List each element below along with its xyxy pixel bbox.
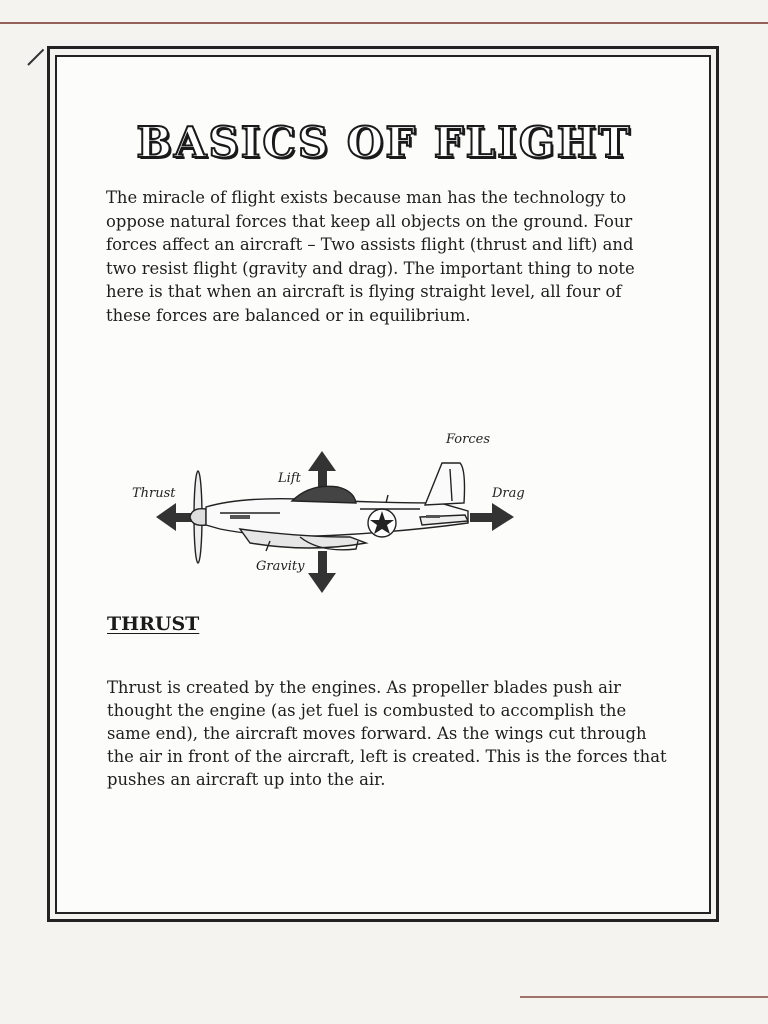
intro-paragraph: The miracle of flight exists because man has the technology to oppose natural forces that keep all objects on the ground. Four forces affect an aircraft – Two assists flight (thrust and lift) and two resist flight (gravity and drag). The important thing to note here is that when an aircraft is flying straight level, all four of these forces are balanced or in equilibrium.	[106, 188, 635, 325]
diagram-caption: Forces	[446, 432, 490, 447]
paper-edge-line-bottom	[520, 996, 768, 998]
thrust-paragraph: Thrust is created by the engines. As propeller blades push air thought the engine (as jet fuel is combusted to accomplish the same end), the aircraft moves forward. As the wings cut through the air in front of the aircraft, left is created. This is the forces that pushes an aircraft up into the air.	[107, 678, 667, 789]
margin-pen-mark	[27, 49, 44, 66]
airplane-illustration	[190, 463, 468, 563]
lift-label: Lift	[278, 471, 301, 486]
paper-edge-line-top	[0, 22, 768, 24]
drag-label: Drag	[492, 486, 525, 501]
forces-diagram	[120, 425, 550, 600]
thrust-label: Thrust	[132, 486, 176, 501]
airplane-forces-svg	[120, 425, 550, 600]
lift-arrow-icon	[308, 451, 336, 489]
section-heading-thrust: THRUST	[107, 613, 200, 635]
drag-arrow-icon	[470, 503, 514, 531]
page-title: BASICS OF FLIGHT	[136, 118, 632, 167]
gravity-arrow-icon	[308, 551, 336, 593]
gravity-label: Gravity	[256, 559, 305, 574]
